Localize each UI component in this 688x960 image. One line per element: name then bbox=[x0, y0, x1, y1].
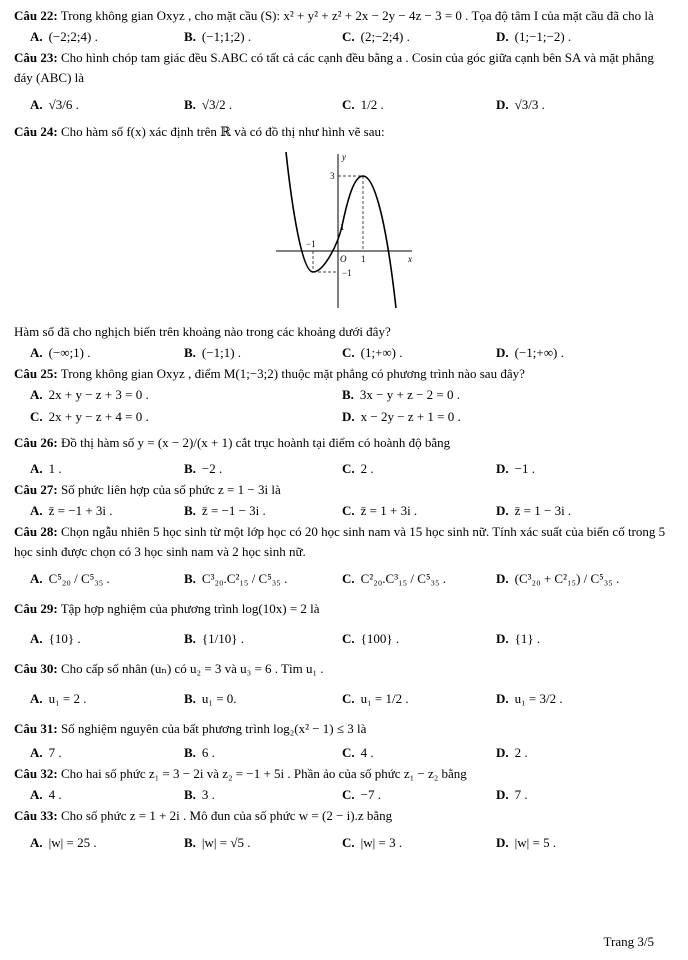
question-27: Câu 27: Số phức liên hợp của số phức z = 1 − 3i là bbox=[14, 482, 281, 497]
option-c[interactable]: C. z̄ = 1 + 3i . bbox=[342, 503, 418, 518]
option-d[interactable]: D. −1 . bbox=[496, 461, 535, 476]
option-c[interactable]: C. C²₂₀.C³₁₅ / C⁵₃₅ . bbox=[342, 571, 447, 586]
options-33 bbox=[14, 826, 674, 860]
option-b[interactable]: B. (−1;1;2) . bbox=[184, 29, 252, 44]
option-b[interactable]: B. (−1;1) . bbox=[184, 345, 242, 360]
option-c[interactable]: C. |w| = 3 . bbox=[342, 835, 403, 850]
options-25-row1 bbox=[14, 384, 674, 406]
tick-1-y: 1 bbox=[340, 222, 345, 232]
option-d[interactable]: D. (1;−1;−2) . bbox=[496, 29, 572, 44]
function-graph bbox=[14, 148, 674, 318]
option-c[interactable]: C. u₁ = 1/2 . bbox=[342, 691, 409, 706]
question-24-prompt: Hàm số đã cho nghịch biến trên khoảng nào trong các khoảng dưới đây? bbox=[14, 324, 391, 339]
option-a[interactable]: A. u₁ = 2 . bbox=[30, 691, 87, 706]
option-a[interactable]: A. 2x + y − z + 3 = 0 . bbox=[30, 387, 149, 402]
option-b[interactable]: B. {1/10} . bbox=[184, 631, 245, 646]
option-d[interactable]: D. {1} . bbox=[496, 631, 541, 646]
options-27 bbox=[14, 500, 674, 522]
question-30: Câu 30: Cho cấp số nhân (uₙ) có u₂ = 3 và u₃ = 6 . Tìm u₁ . bbox=[14, 661, 324, 676]
option-d[interactable]: D. (C³₂₀ + C²₁₅) / C⁵₃₅ . bbox=[496, 571, 620, 586]
option-a[interactable]: A. 7 . bbox=[30, 745, 62, 760]
question-22: Câu 22: Trong không gian Oxyz , cho mặt cầu (S): x² + y² + z² + 2x − 2y − 4z − 3 = 0 . Tọa độ tâm I của mặt cầu đã cho là bbox=[14, 8, 654, 23]
page-number: Trang 3/5 bbox=[603, 934, 654, 949]
options-28 bbox=[14, 562, 674, 596]
exam-page bbox=[14, 6, 674, 860]
option-c[interactable]: C. (2;−2;4) . bbox=[342, 29, 410, 44]
option-a[interactable]: A. C⁵₂₀ / C⁵₃₅ . bbox=[30, 571, 110, 586]
option-b[interactable]: B. z̄ = −1 − 3i . bbox=[184, 503, 266, 518]
question-32: Câu 32: Cho hai số phức z₁ = 3 − 2i và z₂ = −1 + 5i . Phần ảo của số phức z₁ − z₂ bằng bbox=[14, 766, 467, 781]
option-d[interactable]: D. √3/3 . bbox=[496, 97, 545, 112]
options-31 bbox=[14, 742, 674, 764]
option-a[interactable]: A. z̄ = −1 + 3i . bbox=[30, 503, 113, 518]
option-b[interactable]: B. −2 . bbox=[184, 461, 223, 476]
option-a[interactable]: A. 1 . bbox=[30, 461, 62, 476]
question-25: Câu 25: Trong không gian Oxyz , điểm M(1;−3;2) thuộc mặt phẳng có phương trình nào sau đây? bbox=[14, 366, 525, 381]
question-29: Câu 29: Tập hợp nghiệm của phương trình log(10x) = 2 là bbox=[14, 601, 320, 616]
tick-neg1-x: −1 bbox=[306, 239, 316, 249]
options-23 bbox=[14, 88, 674, 122]
options-29 bbox=[14, 622, 674, 656]
option-b[interactable]: B. C³₂₀.C²₁₅ / C⁵₃₅ . bbox=[184, 571, 288, 586]
question-28: Câu 28: Chọn ngẫu nhiên 5 học sinh từ một lớp học có 20 học sinh nam và 15 học sinh nữ. Tính xác suất của biến cố trong 5 học sinh được chọn có 3 học sinh nam và 2 học sinh nữ. bbox=[14, 524, 666, 559]
option-c[interactable]: C. 2 . bbox=[342, 461, 374, 476]
option-a[interactable]: A. √3/6 . bbox=[30, 97, 79, 112]
option-d[interactable]: D. 7 . bbox=[496, 787, 528, 802]
tick-neg1-y: −1 bbox=[342, 268, 352, 278]
option-d[interactable]: D. z̄ = 1 − 3i . bbox=[496, 503, 572, 518]
option-b[interactable]: B. 6 . bbox=[184, 745, 215, 760]
options-26 bbox=[14, 458, 674, 480]
option-a[interactable]: A. {10} . bbox=[30, 631, 81, 646]
option-a[interactable]: A. (−2;2;4) . bbox=[30, 29, 98, 44]
options-30 bbox=[14, 682, 674, 716]
question-33: Câu 33: Cho số phức z = 1 + 2i . Mô đun của số phức w = (2 − i).z bằng bbox=[14, 808, 393, 823]
options-24 bbox=[14, 342, 674, 364]
question-26: Câu 26: Đồ thị hàm số y = (x − 2)/(x + 1) cắt trục hoành tại điểm có hoành độ bằng bbox=[14, 435, 451, 450]
options-25-row2 bbox=[14, 406, 674, 428]
tick-1-x: 1 bbox=[361, 254, 366, 264]
option-a[interactable]: A. (−∞;1) . bbox=[30, 345, 91, 360]
option-c[interactable]: C. (1;+∞) . bbox=[342, 345, 403, 360]
option-c[interactable]: C. 4 . bbox=[342, 745, 374, 760]
option-d[interactable]: D. u₁ = 3/2 . bbox=[496, 691, 563, 706]
option-a[interactable]: A. |w| = 25 . bbox=[30, 835, 97, 850]
option-c[interactable]: C. {100} . bbox=[342, 631, 400, 646]
option-b[interactable]: B. |w| = √5 . bbox=[184, 835, 251, 850]
graph-svg bbox=[262, 148, 422, 310]
option-b[interactable]: B. 3x − y + z − 2 = 0 . bbox=[342, 387, 461, 402]
options-22 bbox=[14, 26, 674, 48]
question-23: Câu 23: Cho hình chóp tam giác đều S.ABC có tất cả các cạnh đều bằng a . Cosin của góc giữa cạnh bên SA và mặt phẳng đáy (ABC) là bbox=[14, 50, 654, 85]
origin-label: O bbox=[340, 254, 347, 264]
option-c[interactable]: C. −7 . bbox=[342, 787, 381, 802]
option-b[interactable]: B. u₁ = 0. bbox=[184, 691, 237, 706]
option-c[interactable]: C. 2x + y − z + 4 = 0 . bbox=[30, 409, 149, 424]
option-a[interactable]: A. 4 . bbox=[30, 787, 62, 802]
tick-3: 3 bbox=[330, 171, 335, 181]
question-24: Câu 24: Cho hàm số f(x) xác định trên ℝ và có đồ thị như hình vẽ sau: bbox=[14, 124, 385, 139]
option-c[interactable]: C. 1/2 . bbox=[342, 97, 384, 112]
option-d[interactable]: D. 2 . bbox=[496, 745, 528, 760]
option-b[interactable]: B. √3/2 . bbox=[184, 97, 233, 112]
y-axis-label: y bbox=[342, 152, 346, 162]
option-b[interactable]: B. 3 . bbox=[184, 787, 215, 802]
option-d[interactable]: D. x − 2y − z + 1 = 0 . bbox=[342, 409, 461, 424]
option-d[interactable]: D. (−1;+∞) . bbox=[496, 345, 564, 360]
question-31: Câu 31: Số nghiệm nguyên của bất phương trình log₂(x² − 1) ≤ 3 là bbox=[14, 721, 367, 736]
options-32 bbox=[14, 784, 674, 806]
x-axis-label: x bbox=[408, 254, 412, 264]
option-d[interactable]: D. |w| = 5 . bbox=[496, 835, 557, 850]
